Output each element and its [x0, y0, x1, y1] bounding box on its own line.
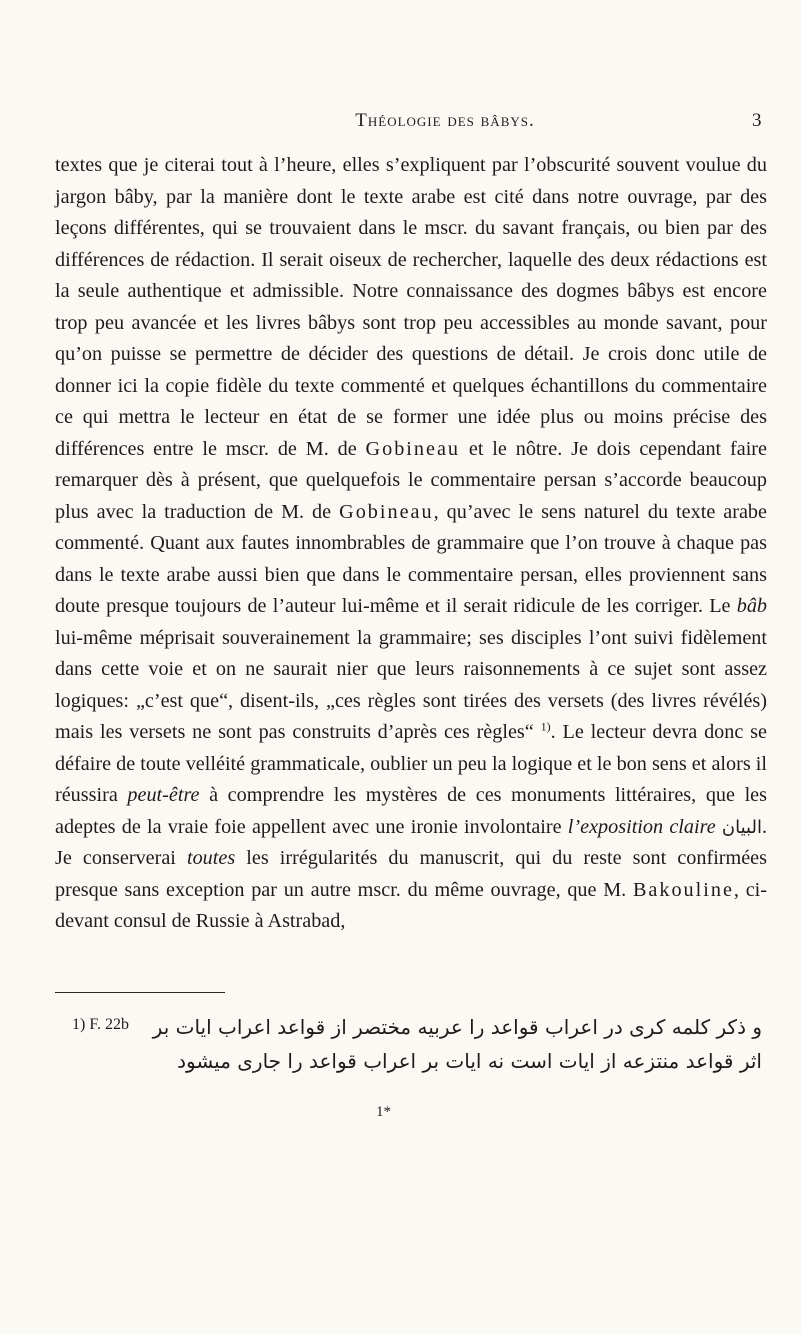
footnote-label: 1) F. 22b [72, 1016, 129, 1033]
text-segment: . Je conserverai [55, 815, 767, 869]
author-name: Bakouline [632, 878, 734, 901]
arabic-term: البيان [721, 816, 762, 838]
footnote [72, 1010, 762, 1078]
text-segment: . Le lecteur devra donc se défaire de toute velléité grammaticale, oublier un peu la logique et le bon sens et alors il réussira [55, 721, 767, 806]
text-segment: les irrégularités du manuscrit, qui du reste sont confirmées presque sans exception par un autre mscr. du même ouvrage, que M. [55, 847, 767, 901]
italic-term: bâb [736, 595, 767, 617]
main-text [55, 150, 767, 938]
author-name: Gobineau [365, 437, 461, 460]
italic-term: toutes [186, 847, 236, 869]
text-segment: textes que je citerai tout à l’heure, elles s’expliquent par l’obscurité souvent voulue du jargon bâby, par la manière dont le texte arabe est cité dans notre ouvrage, par des leçons différentes, qui se trouvaient dans le mscr. du savant français, ou bien par des différences de rédaction. Il serait oiseux de rechercher, laquelle des deux rédactions est la seule authentique et admissible. Notre connaissance des dogmes bâbys est encore trop peu avancée et les livres bâbys sont trop peu accessibles au monde savant, pour qu’on puisse se permettre de décider des questions de détail. Je crois donc utile de donner ici la copie fidèle du texte commenté et quelques échantillons du commentaire ce qui mettra le lecteur en état de se former une idée plus ou moins précise des différences entre le mscr. de M. de [55, 154, 767, 460]
text-segment: à comprendre les mystères de ces monuments littéraires, que les adeptes de la vraie foie appellent avec une ironie involontaire [55, 784, 767, 838]
text-segment: , ci-devant consul de Russie à Astrabad, [55, 878, 767, 932]
footnote-divider [55, 992, 225, 993]
page-number: 3 [752, 110, 762, 131]
signature-mark: 1* [376, 1104, 391, 1120]
author-name: Gobineau [339, 500, 434, 523]
footnote-arabic-text: و ذكر كلمه كرى در اعراب قواعد را عربيه مختصر از قواعد اعراب ايات بر اثر قواعد منتزعه از ايات است نه ايات بر اعراب قواعد را جارى ميشود [152, 1015, 762, 1073]
main-paragraph [55, 150, 767, 938]
text-segment: lui-même méprisait souverainement la grammaire; ses disciples l’ont suivi fidèlement dans cette voie et on ne saurait nier que leurs raisonnements à ce sujet sont assez logiques: „c’est que“, disent-ils, „ces règles sont tirées des versets (des livres révélés) mais les versets ne sont pas construits d’après ces règles“ [55, 626, 767, 743]
footnote-reference: 1) [540, 719, 551, 734]
text-segment: , qu’avec le sens naturel du texte arabe commenté. Quant aux fautes innombrables de grammaire que l’on trouve à chaque pas dans le texte arabe aussi bien que dans le commentaire persan, elles proviennent sans doute presque toujours de l’auteur lui-même et il serait ridicule de les corriger. Le [55, 500, 767, 617]
text-segment: et le nôtre. Je dois cependant faire remarquer dès à présent, que quelquefois le commentaire persan s’accorde beaucoup plus avec la traduction de M. de [55, 437, 767, 523]
italic-term: l’exposition claire [567, 815, 716, 838]
running-title: Théologie des bâbys. [355, 110, 535, 131]
italic-term: peut-être [127, 784, 200, 806]
